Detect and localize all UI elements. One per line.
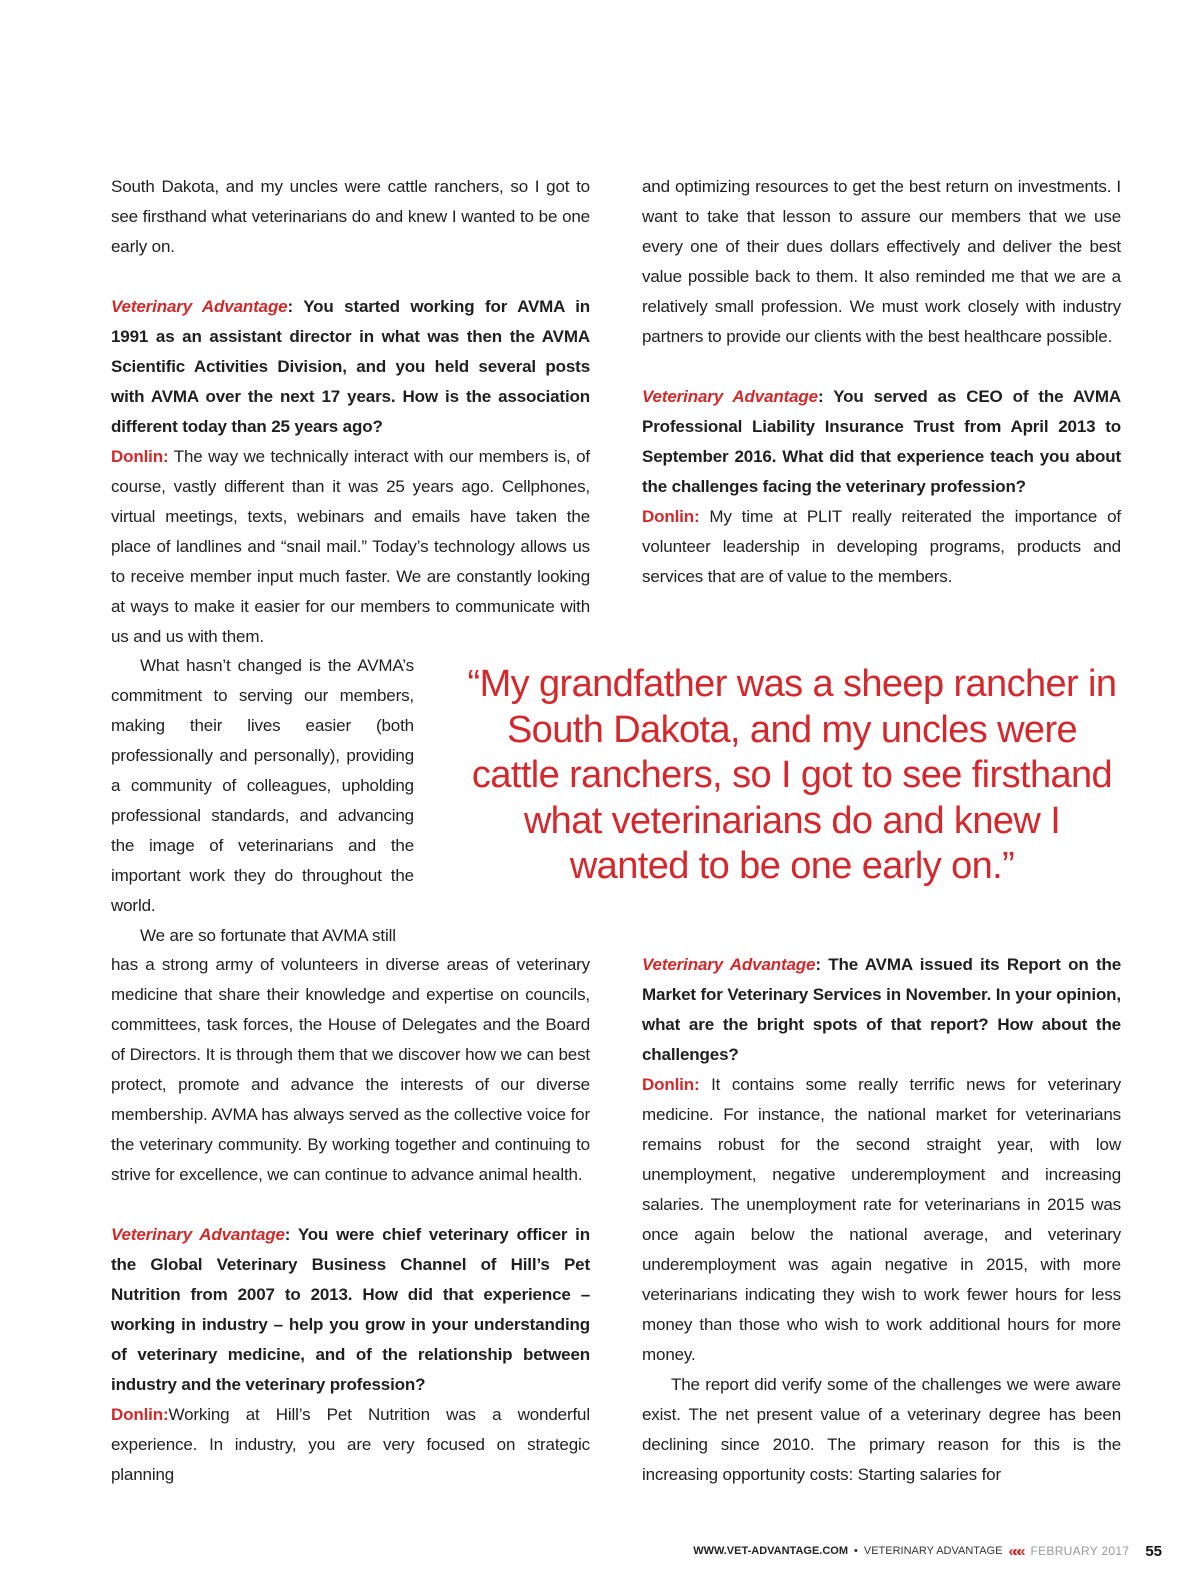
- question-label: Veterinary Advantage: [642, 387, 818, 406]
- question-separator: :: [817, 387, 834, 406]
- question-separator: :: [287, 297, 304, 316]
- footer-month: FEBRUARY 2017: [1030, 1544, 1130, 1558]
- answer-label: Donlin:: [642, 507, 700, 526]
- answer-text: Working at Hill’s Pet Nutrition was a wonderful experience. In industry, you are very focused on strategic planning: [111, 1405, 590, 1484]
- question-2: [111, 1220, 590, 1400]
- question-label: Veterinary Advantage: [111, 297, 288, 316]
- intro-paragraph: and optimizing resources to get the best return on investments. I want to take that lesson to assure our members that we use every one of their dues dollars effectively and deliver the best value possible back to them. It also reminded me that we are a relatively small profession. We must work closely with industry partners to provide our clients with the best healthcare possible.: [642, 177, 1121, 346]
- answer-3: [642, 502, 1121, 592]
- question-separator: :: [284, 1225, 298, 1244]
- question-text: You were chief veterinary officer in the Global Veterinary Business Channel of Hill’s Pet Nutrition from 2007 to 2013. How did that experience – working in industry – help you grow in your understanding of veterinary medicine, and of the relationship between industry and the veterinary profession?: [111, 1225, 590, 1394]
- page-footer: [693, 1541, 1162, 1561]
- right-column-bottom: [642, 950, 1121, 1490]
- question-label: Veterinary Advantage: [111, 1225, 285, 1244]
- question-4: [642, 950, 1121, 1070]
- footer-publication: VETERINARY ADVANTAGE: [863, 1545, 1003, 1557]
- question-3: [642, 382, 1121, 502]
- answer-label: Donlin:: [111, 1405, 169, 1424]
- left-column-wrap: [111, 651, 414, 951]
- question-text: You served as CEO of the AVMA Professional Liability Insurance Trust from April 2013 to September 2016. What did that experience teach you about the challenges facing the veterinary profession?: [642, 387, 1122, 496]
- answer-text: It contains some really terrific news for veterinary medicine. For instance, the national market for veterinarians remains robust for the second straight year, with low unemployment, negative underemployment and increasing salaries. The unemployment rate for veterinarians in 2015 was once again below the national average, and veterinary underemployment was again negative in 2015, with more veterinarians indicating they wish to work fewer hours for less money than those who wish to work additional hours for more money.: [642, 1075, 1121, 1364]
- body-paragraph: The report did verify some of the challenges we were aware exist. The net present value of a veterinary degree has been declining since 2010. The primary reason for this is the increasing opportunity costs: Starting salaries for: [642, 1375, 1121, 1484]
- question-separator: :: [815, 955, 829, 974]
- answer-1: [111, 442, 590, 652]
- chevrons-icon: «««: [1008, 1542, 1022, 1560]
- right-column-top: [642, 172, 1121, 592]
- pull-quote: “My grandfather was a sheep rancher in South Dakota, and my uncles were cattle ranchers, so I got to see firsthand what veterinarians do and knew I wanted to be one early on.”: [467, 663, 1117, 887]
- question-text: The AVMA issued its Report on the Market for Veterinary Services in November. In your opinion, what are the bright spots of that report? How about the challenges?: [642, 955, 1121, 1064]
- intro-paragraph: South Dakota, and my uncles were cattle ranchers, so I got to see firsthand what veterinarians do and knew I wanted to be one early on.: [111, 177, 590, 256]
- body-paragraph-continued: has a strong army of volunteers in diverse areas of veterinary medicine that share their knowledge and expertise on councils, committees, task forces, the House of Delegates and the Board of Directors. It is through them that we discover how we can best protect, promote and advance the interests of our diverse membership. AVMA has always served as the collective voice for the veterinary community. By working together and continuing to strive for excellence, we can continue to advance animal health.: [111, 955, 590, 1184]
- body-paragraph-start: We are so fortunate that AVMA still: [140, 926, 396, 945]
- left-column-bottom: [111, 950, 590, 1490]
- answer-text: The way we technically interact with our members is, of course, vastly different than it was 25 years ago. Cellphones, virtual meetings, texts, webinars and emails have taken the place of landlines and “snail mail.” Today’s technology allows us to receive member input much faster. We are constantly looking at ways to make it easier for our members to communicate with us and us with them.: [111, 447, 590, 646]
- question-1: [111, 292, 590, 442]
- page-number: 55: [1145, 1542, 1162, 1560]
- answer-label: Donlin:: [111, 447, 169, 466]
- answer-2: [111, 1400, 590, 1490]
- left-column-top: [111, 172, 590, 652]
- answer-label: Donlin:: [642, 1075, 700, 1094]
- question-label: Veterinary Advantage: [642, 955, 816, 974]
- answer-text: My time at PLIT really reiterated the importance of volunteer leadership in developing programs, products and services that are of value to the members.: [642, 507, 1121, 586]
- footer-separator: •: [854, 1545, 858, 1557]
- question-text: You started working for AVMA in 1991 as an assistant director in what was then the AVMA Scientific Activities Division, and you held several posts with AVMA over the next 17 years. How is the association different today than 25 years ago?: [111, 297, 591, 436]
- body-paragraph: What hasn’t changed is the AVMA’s commitment to serving our members, making their lives easier (both professionally and personally), providing a community of colleagues, upholding professional standards, and advancing the image of veterinarians and the important work they do throughout the world.: [111, 656, 414, 915]
- footer-url[interactable]: WWW.VET-ADVANTAGE.COM: [693, 1545, 849, 1557]
- answer-4: [642, 1070, 1121, 1370]
